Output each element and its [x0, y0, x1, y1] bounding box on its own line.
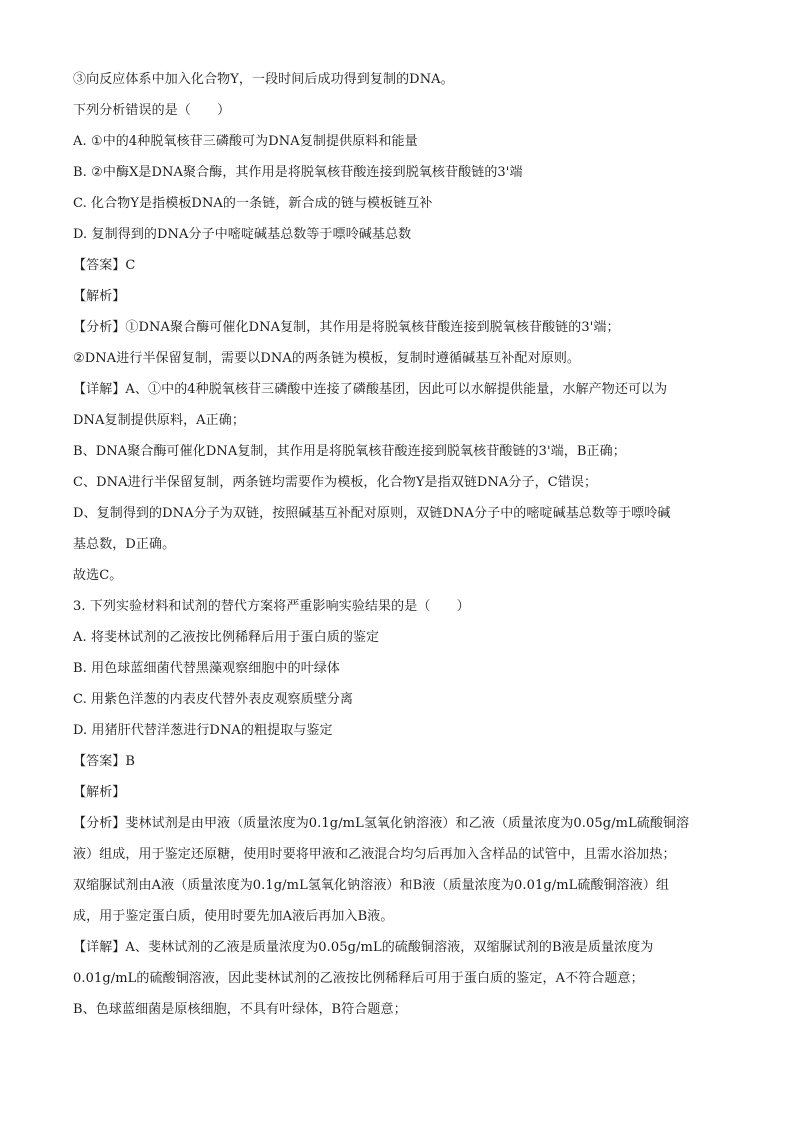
q3-answer: 【答案】B — [73, 754, 136, 769]
q2-option-a: A. ①中的4种脱氧核苷三磷酸可为DNA复制提供原料和能量 — [73, 134, 418, 149]
q3-xiangjie-line-1: 【详解】A、斐林试剂的乙液是质量浓度为0.05g/mL的硫酸铜溶液，双缩脲试剂的B液是质量浓度为 — [73, 940, 654, 955]
q2-step3: ③向反应体系中加入化合物Y，一段时间后成功得到复制的DNA。 — [73, 72, 454, 87]
q2-option-b: B. ②中酶X是DNA聚合酶，其作用是将脱氧核苷酸连接到脱氧核苷酸链的3'端 — [73, 165, 523, 180]
q2-option-d: D. 复制得到的DNA分子中嘧啶碱基总数等于嘌呤碱基总数 — [73, 227, 412, 242]
q3-fenxi-line-4: 成，用于鉴定蛋白质，使用时要先加A液后再加入B液。 — [73, 909, 394, 924]
q3-option-a: A. 将斐林试剂的乙液按比例稀释后用于蛋白质的鉴定 — [73, 630, 380, 645]
q2-xiangjie-line-4: C、DNA进行半保留复制，两条链均需要作为模板，化合物Y是指双链DNA分子，C错误； — [73, 475, 598, 490]
q2-answer: 【答案】C — [73, 258, 136, 273]
q2-xiangjie-line-5: D、复制得到的DNA分子为双链，按照碱基互补配对原则，双链DNA分子中的嘧啶碱基总数等于嘌呤碱 — [73, 506, 671, 521]
q3-fenxi-line-1: 【分析】斐林试剂是由甲液（质量浓度为0.1g/mL氢氧化钠溶液）和乙液（质量浓度为0.05g/mL硫酸铜溶 — [73, 816, 690, 831]
q3-option-d: D. 用猪肝代替洋葱进行DNA的粗提取与鉴定 — [73, 723, 333, 738]
q3-fenxi-line-3: 双缩脲试剂由A液（质量浓度为0.1g/mL氢氧化钠溶液）和B液（质量浓度为0.01g/mL硫酸铜溶液）组 — [73, 878, 670, 893]
document-page — [73, 64, 723, 1025]
q3-fenxi-line-2: 液）组成，用于鉴定还原糖，使用时要将甲液和乙液混合均匀后再加入含样品的试管中，且需水浴加热； — [73, 847, 676, 862]
q3-xiangjie-line-3: B、色球蓝细菌是原核细胞，不具有叶绿体，B符合题意； — [73, 1002, 407, 1017]
q2-analysis-label: 【解析】 — [73, 289, 126, 304]
q2-conclusion: 故选C。 — [73, 568, 123, 583]
q2-xiangjie-line-6: 基总数，D正确。 — [73, 537, 176, 552]
q2-xiangjie-line-3: B、DNA聚合酶可催化DNA复制，其作用是将脱氧核苷酸连接到脱氧核苷酸链的3'端，B正确； — [73, 444, 626, 459]
q2-stem: 下列分析错误的是（ ） — [73, 103, 231, 118]
q2-fenxi-line-1: 【分析】①DNA聚合酶可催化DNA复制，其作用是将脱氧核苷酸连接到脱氧核苷酸链的3'端； — [73, 320, 620, 335]
q3-analysis-label: 【解析】 — [73, 785, 126, 800]
q3-stem: 3. 下列实验材料和试剂的替代方案将严重影响实验结果的是（ ） — [73, 599, 470, 614]
q2-option-c: C. 化合物Y是指模板DNA的一条链，新合成的链与模板链互补 — [73, 196, 433, 211]
q3-xiangjie-line-2: 0.01g/mL的硫酸铜溶液，因此斐林试剂的乙液按比例稀释后可用于蛋白质的鉴定，A不符合题意； — [73, 971, 644, 986]
q3-option-b: B. 用色球蓝细菌代替黑藻观察细胞中的叶绿体 — [73, 661, 341, 676]
q2-xiangjie-line-2: DNA复制提供原料，A正确； — [73, 413, 245, 428]
q2-fenxi-line-2: ②DNA进行半保留复制，需要以DNA的两条链为模板，复制时遵循碱基互补配对原则。 — [73, 351, 581, 366]
q2-xiangjie-line-1: 【详解】A、①中的4种脱氧核苷三磷酸中连接了磷酸基团，因此可以水解提供能量，水解产物还可以为 — [73, 382, 668, 397]
q3-option-c: C. 用紫色洋葱的内表皮代替外表皮观察质壁分离 — [73, 692, 354, 707]
